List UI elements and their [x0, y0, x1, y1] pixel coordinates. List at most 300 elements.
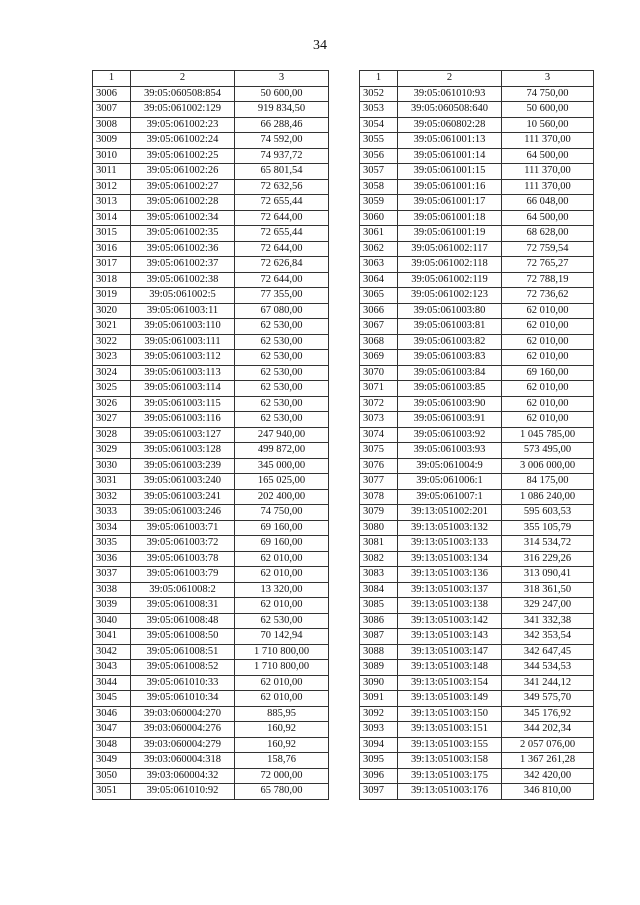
row-number-cell: 3061 — [360, 226, 398, 242]
table-row — [360, 737, 594, 753]
table-header-row — [360, 71, 594, 87]
cadastral-number-cell: 39:13:051003:176 — [398, 784, 502, 800]
table-row — [93, 768, 329, 784]
cadastral-number-cell: 39:05:061003:241 — [131, 489, 235, 505]
value-cell: 62 530,00 — [235, 365, 329, 381]
value-cell: 62 010,00 — [502, 381, 594, 397]
row-number-cell: 3025 — [93, 381, 131, 397]
row-number-cell: 3029 — [93, 443, 131, 459]
cadastral-number-cell: 39:13:051003:148 — [398, 660, 502, 676]
value-cell: 62 010,00 — [502, 396, 594, 412]
value-cell: 342 647,45 — [502, 644, 594, 660]
row-number-cell: 3023 — [93, 350, 131, 366]
table-row — [93, 551, 329, 567]
value-cell: 77 355,00 — [235, 288, 329, 304]
cadastral-number-cell: 39:13:051003:137 — [398, 582, 502, 598]
value-cell: 355 105,79 — [502, 520, 594, 536]
value-cell: 1 367 261,28 — [502, 753, 594, 769]
table-row — [93, 117, 329, 133]
table-row — [93, 148, 329, 164]
value-cell: 1 086 240,00 — [502, 489, 594, 505]
row-number-cell: 3021 — [93, 319, 131, 335]
table-row — [360, 598, 594, 614]
table-row — [360, 412, 594, 428]
table-row — [93, 582, 329, 598]
table-row — [360, 179, 594, 195]
cadastral-number-cell: 39:05:061008:48 — [131, 613, 235, 629]
row-number-cell: 3066 — [360, 303, 398, 319]
table-row — [93, 567, 329, 583]
table-row — [93, 303, 329, 319]
table-row — [93, 520, 329, 536]
table-row — [93, 412, 329, 428]
value-cell: 62 530,00 — [235, 396, 329, 412]
row-number-cell: 3039 — [93, 598, 131, 614]
table-row — [360, 133, 594, 149]
table-row — [93, 288, 329, 304]
value-cell: 595 603,53 — [502, 505, 594, 521]
value-cell: 314 534,72 — [502, 536, 594, 552]
cadastral-number-cell: 39:05:061003:71 — [131, 520, 235, 536]
cadastral-number-cell: 39:03:060004:32 — [131, 768, 235, 784]
cadastral-number-cell: 39:05:061003:84 — [398, 365, 502, 381]
cadastral-number-cell: 39:05:061002:117 — [398, 241, 502, 257]
table-row — [93, 133, 329, 149]
row-number-cell: 3053 — [360, 102, 398, 118]
row-number-cell: 3070 — [360, 365, 398, 381]
value-cell: 62 010,00 — [235, 691, 329, 707]
cadastral-number-cell: 39:05:061001:16 — [398, 179, 502, 195]
cadastral-number-cell: 39:13:051003:132 — [398, 520, 502, 536]
value-cell: 1 045 785,00 — [502, 427, 594, 443]
cadastral-number-cell: 39:13:051003:149 — [398, 691, 502, 707]
table-row — [93, 598, 329, 614]
value-cell: 165 025,00 — [235, 474, 329, 490]
table-row — [360, 706, 594, 722]
right-table — [359, 70, 594, 800]
cadastral-number-cell: 39:05:061002:37 — [131, 257, 235, 273]
row-number-cell: 3075 — [360, 443, 398, 459]
cadastral-number-cell: 39:05:061001:14 — [398, 148, 502, 164]
cadastral-number-cell: 39:05:061008:2 — [131, 582, 235, 598]
table-row — [93, 722, 329, 738]
cadastral-number-cell: 39:13:051003:155 — [398, 737, 502, 753]
table-row — [93, 319, 329, 335]
cadastral-number-cell: 39:05:060508:640 — [398, 102, 502, 118]
table-row — [360, 288, 594, 304]
row-number-cell: 3082 — [360, 551, 398, 567]
value-cell: 2 057 076,00 — [502, 737, 594, 753]
value-cell: 62 010,00 — [502, 350, 594, 366]
row-number-cell: 3015 — [93, 226, 131, 242]
row-number-cell: 3055 — [360, 133, 398, 149]
row-number-cell: 3081 — [360, 536, 398, 552]
value-cell: 499 872,00 — [235, 443, 329, 459]
value-cell: 72 000,00 — [235, 768, 329, 784]
row-number-cell: 3033 — [93, 505, 131, 521]
value-cell: 74 750,00 — [502, 86, 594, 102]
table-row — [360, 117, 594, 133]
table-row — [93, 675, 329, 691]
cadastral-number-cell: 39:05:061003:111 — [131, 334, 235, 350]
cadastral-number-cell: 39:05:061003:11 — [131, 303, 235, 319]
row-number-cell: 3086 — [360, 613, 398, 629]
table-row — [360, 148, 594, 164]
cadastral-number-cell: 39:05:061001:15 — [398, 164, 502, 180]
cadastral-number-cell: 39:05:061003:240 — [131, 474, 235, 490]
cadastral-number-cell: 39:05:060802:28 — [398, 117, 502, 133]
table-row — [360, 567, 594, 583]
table-row — [93, 179, 329, 195]
value-cell: 349 575,70 — [502, 691, 594, 707]
row-number-cell: 3036 — [93, 551, 131, 567]
value-cell: 74 937,72 — [235, 148, 329, 164]
row-number-cell: 3035 — [93, 536, 131, 552]
row-number-cell: 3069 — [360, 350, 398, 366]
cadastral-number-cell: 39:05:061002:26 — [131, 164, 235, 180]
left-table — [92, 70, 329, 800]
row-number-cell: 3083 — [360, 567, 398, 583]
row-number-cell: 3073 — [360, 412, 398, 428]
value-cell: 66 288,46 — [235, 117, 329, 133]
value-cell: 72 644,00 — [235, 241, 329, 257]
row-number-cell: 3080 — [360, 520, 398, 536]
table-row — [360, 86, 594, 102]
column-header: 2 — [131, 71, 235, 87]
value-cell: 318 361,50 — [502, 582, 594, 598]
table-row — [93, 334, 329, 350]
cadastral-number-cell: 39:05:061006:1 — [398, 474, 502, 490]
value-cell: 64 500,00 — [502, 148, 594, 164]
table-row — [360, 551, 594, 567]
row-number-cell: 3028 — [93, 427, 131, 443]
cadastral-number-cell: 39:05:061002:23 — [131, 117, 235, 133]
table-row — [93, 613, 329, 629]
value-cell: 329 247,00 — [502, 598, 594, 614]
row-number-cell: 3067 — [360, 319, 398, 335]
cadastral-number-cell: 39:05:061001:19 — [398, 226, 502, 242]
row-number-cell: 3091 — [360, 691, 398, 707]
table-row — [93, 241, 329, 257]
value-cell: 70 142,94 — [235, 629, 329, 645]
row-number-cell: 3054 — [360, 117, 398, 133]
cadastral-number-cell: 39:03:060004:318 — [131, 753, 235, 769]
cadastral-number-cell: 39:13:051002:201 — [398, 505, 502, 521]
value-cell: 13 320,00 — [235, 582, 329, 598]
value-cell: 65 801,54 — [235, 164, 329, 180]
table-row — [93, 753, 329, 769]
table-row — [93, 737, 329, 753]
value-cell: 1 710 800,00 — [235, 660, 329, 676]
table-row — [93, 505, 329, 521]
value-cell: 74 750,00 — [235, 505, 329, 521]
value-cell: 919 834,50 — [235, 102, 329, 118]
cadastral-number-cell: 39:13:051003:133 — [398, 536, 502, 552]
cadastral-number-cell: 39:05:061003:85 — [398, 381, 502, 397]
value-cell: 62 530,00 — [235, 350, 329, 366]
value-cell: 316 229,26 — [502, 551, 594, 567]
row-number-cell: 3090 — [360, 675, 398, 691]
value-cell: 345 176,92 — [502, 706, 594, 722]
row-number-cell: 3063 — [360, 257, 398, 273]
value-cell: 111 370,00 — [502, 179, 594, 195]
table-row — [360, 784, 594, 800]
value-cell: 72 736,62 — [502, 288, 594, 304]
row-number-cell: 3047 — [93, 722, 131, 738]
cadastral-number-cell: 39:03:060004:279 — [131, 737, 235, 753]
cadastral-number-cell: 39:05:061003:127 — [131, 427, 235, 443]
value-cell: 62 010,00 — [235, 598, 329, 614]
cadastral-number-cell: 39:05:061002:25 — [131, 148, 235, 164]
table-row — [93, 443, 329, 459]
cadastral-number-cell: 39:05:061003:113 — [131, 365, 235, 381]
row-number-cell: 3019 — [93, 288, 131, 304]
right-table-body — [360, 86, 594, 799]
table-row — [360, 241, 594, 257]
cadastral-number-cell: 39:13:051003:143 — [398, 629, 502, 645]
value-cell: 111 370,00 — [502, 164, 594, 180]
cadastral-number-cell: 39:13:051003:142 — [398, 613, 502, 629]
value-cell: 62 530,00 — [235, 381, 329, 397]
row-number-cell: 3084 — [360, 582, 398, 598]
value-cell: 62 010,00 — [502, 412, 594, 428]
table-row — [93, 644, 329, 660]
value-cell: 345 000,00 — [235, 458, 329, 474]
row-number-cell: 3092 — [360, 706, 398, 722]
value-cell: 111 370,00 — [502, 133, 594, 149]
row-number-cell: 3052 — [360, 86, 398, 102]
table-row — [93, 706, 329, 722]
row-number-cell: 3089 — [360, 660, 398, 676]
cadastral-number-cell: 39:05:061002:36 — [131, 241, 235, 257]
row-number-cell: 3056 — [360, 148, 398, 164]
column-header: 1 — [93, 71, 131, 87]
table-row — [93, 210, 329, 226]
cadastral-number-cell: 39:13:051003:151 — [398, 722, 502, 738]
table-row — [360, 644, 594, 660]
row-number-cell: 3068 — [360, 334, 398, 350]
row-number-cell: 3050 — [93, 768, 131, 784]
table-row — [360, 489, 594, 505]
table-row — [360, 381, 594, 397]
value-cell: 62 010,00 — [235, 675, 329, 691]
table-row — [93, 164, 329, 180]
row-number-cell: 3051 — [93, 784, 131, 800]
value-cell: 74 592,00 — [235, 133, 329, 149]
cadastral-number-cell: 39:05:061001:18 — [398, 210, 502, 226]
cadastral-number-cell: 39:05:061010:34 — [131, 691, 235, 707]
cadastral-number-cell: 39:05:061003:110 — [131, 319, 235, 335]
row-number-cell: 3012 — [93, 179, 131, 195]
value-cell: 3 006 000,00 — [502, 458, 594, 474]
row-number-cell: 3043 — [93, 660, 131, 676]
value-cell: 84 175,00 — [502, 474, 594, 490]
table-row — [93, 629, 329, 645]
table-row — [93, 350, 329, 366]
table-row — [360, 691, 594, 707]
row-number-cell: 3030 — [93, 458, 131, 474]
table-row — [93, 396, 329, 412]
row-number-cell: 3037 — [93, 567, 131, 583]
cadastral-number-cell: 39:05:061003:116 — [131, 412, 235, 428]
row-number-cell: 3034 — [93, 520, 131, 536]
row-number-cell: 3016 — [93, 241, 131, 257]
cadastral-number-cell: 39:05:061010:93 — [398, 86, 502, 102]
row-number-cell: 3007 — [93, 102, 131, 118]
row-number-cell: 3049 — [93, 753, 131, 769]
cadastral-number-cell: 39:05:061008:50 — [131, 629, 235, 645]
cadastral-number-cell: 39:05:061003:90 — [398, 396, 502, 412]
table-row — [360, 396, 594, 412]
cadastral-number-cell: 39:05:061007:1 — [398, 489, 502, 505]
table-row — [360, 675, 594, 691]
table-row — [360, 427, 594, 443]
value-cell: 64 500,00 — [502, 210, 594, 226]
value-cell: 160,92 — [235, 722, 329, 738]
row-number-cell: 3013 — [93, 195, 131, 211]
row-number-cell: 3071 — [360, 381, 398, 397]
cadastral-number-cell: 39:05:061001:13 — [398, 133, 502, 149]
cadastral-number-cell: 39:13:051003:134 — [398, 551, 502, 567]
row-number-cell: 3045 — [93, 691, 131, 707]
value-cell: 1 710 800,00 — [235, 644, 329, 660]
table-row — [360, 722, 594, 738]
value-cell: 66 048,00 — [502, 195, 594, 211]
row-number-cell: 3032 — [93, 489, 131, 505]
row-number-cell: 3079 — [360, 505, 398, 521]
table-row — [360, 319, 594, 335]
value-cell: 10 560,00 — [502, 117, 594, 133]
table-row — [360, 768, 594, 784]
value-cell: 69 160,00 — [502, 365, 594, 381]
cadastral-number-cell: 39:05:061003:92 — [398, 427, 502, 443]
table-row — [360, 505, 594, 521]
table-row — [360, 195, 594, 211]
cadastral-number-cell: 39:05:061010:33 — [131, 675, 235, 691]
table-row — [360, 226, 594, 242]
table-row — [360, 350, 594, 366]
row-number-cell: 3077 — [360, 474, 398, 490]
table-row — [93, 365, 329, 381]
row-number-cell: 3076 — [360, 458, 398, 474]
cadastral-number-cell: 39:05:061001:17 — [398, 195, 502, 211]
row-number-cell: 3087 — [360, 629, 398, 645]
table-row — [360, 210, 594, 226]
table-row — [360, 613, 594, 629]
cadastral-number-cell: 39:05:061002:34 — [131, 210, 235, 226]
value-cell: 72 765,27 — [502, 257, 594, 273]
cadastral-number-cell: 39:05:061002:123 — [398, 288, 502, 304]
row-number-cell: 3085 — [360, 598, 398, 614]
cadastral-number-cell: 39:05:061003:82 — [398, 334, 502, 350]
row-number-cell: 3062 — [360, 241, 398, 257]
table-row — [360, 443, 594, 459]
value-cell: 72 788,19 — [502, 272, 594, 288]
row-number-cell: 3078 — [360, 489, 398, 505]
row-number-cell: 3060 — [360, 210, 398, 226]
value-cell: 72 644,00 — [235, 210, 329, 226]
value-cell: 62 530,00 — [235, 319, 329, 335]
value-cell: 313 090,41 — [502, 567, 594, 583]
row-number-cell: 3031 — [93, 474, 131, 490]
left-table-body — [93, 86, 329, 799]
cadastral-number-cell: 39:13:051003:158 — [398, 753, 502, 769]
table-row — [360, 753, 594, 769]
row-number-cell: 3046 — [93, 706, 131, 722]
cadastral-number-cell: 39:05:061003:246 — [131, 505, 235, 521]
row-number-cell: 3027 — [93, 412, 131, 428]
value-cell: 62 530,00 — [235, 334, 329, 350]
cadastral-number-cell: 39:05:061002:28 — [131, 195, 235, 211]
table-row — [93, 660, 329, 676]
cadastral-number-cell: 39:13:051003:136 — [398, 567, 502, 583]
value-cell: 346 810,00 — [502, 784, 594, 800]
column-header: 1 — [360, 71, 398, 87]
value-cell: 67 080,00 — [235, 303, 329, 319]
table-row — [93, 489, 329, 505]
value-cell: 72 632,56 — [235, 179, 329, 195]
row-number-cell: 3048 — [93, 737, 131, 753]
cadastral-number-cell: 39:05:061003:128 — [131, 443, 235, 459]
cadastral-number-cell: 39:05:061003:115 — [131, 396, 235, 412]
row-number-cell: 3096 — [360, 768, 398, 784]
value-cell: 72 644,00 — [235, 272, 329, 288]
table-row — [93, 458, 329, 474]
table-row — [360, 660, 594, 676]
value-cell: 50 600,00 — [235, 86, 329, 102]
table-row — [93, 195, 329, 211]
cadastral-number-cell: 39:05:061002:38 — [131, 272, 235, 288]
row-number-cell: 3018 — [93, 272, 131, 288]
value-cell: 342 420,00 — [502, 768, 594, 784]
value-cell: 158,76 — [235, 753, 329, 769]
row-number-cell: 3017 — [93, 257, 131, 273]
row-number-cell: 3097 — [360, 784, 398, 800]
value-cell: 62 010,00 — [235, 567, 329, 583]
column-header: 2 — [398, 71, 502, 87]
value-cell: 573 495,00 — [502, 443, 594, 459]
row-number-cell: 3093 — [360, 722, 398, 738]
table-row — [360, 102, 594, 118]
cadastral-number-cell: 39:05:061003:239 — [131, 458, 235, 474]
value-cell: 72 655,44 — [235, 195, 329, 211]
row-number-cell: 3008 — [93, 117, 131, 133]
cadastral-number-cell: 39:05:061008:51 — [131, 644, 235, 660]
table-row — [360, 164, 594, 180]
page-number: 34 — [313, 38, 327, 53]
cadastral-number-cell: 39:13:051003:154 — [398, 675, 502, 691]
value-cell: 62 010,00 — [502, 334, 594, 350]
cadastral-number-cell: 39:05:061003:83 — [398, 350, 502, 366]
cadastral-number-cell: 39:05:061003:93 — [398, 443, 502, 459]
cadastral-number-cell: 39:05:061002:119 — [398, 272, 502, 288]
row-number-cell: 3024 — [93, 365, 131, 381]
row-number-cell: 3042 — [93, 644, 131, 660]
table-header-row — [93, 71, 329, 87]
cadastral-number-cell: 39:05:061002:24 — [131, 133, 235, 149]
cadastral-number-cell: 39:05:061003:81 — [398, 319, 502, 335]
row-number-cell: 3088 — [360, 644, 398, 660]
value-cell: 62 010,00 — [502, 303, 594, 319]
cadastral-number-cell: 39:05:061003:112 — [131, 350, 235, 366]
value-cell: 72 759,54 — [502, 241, 594, 257]
value-cell: 202 400,00 — [235, 489, 329, 505]
value-cell: 72 655,44 — [235, 226, 329, 242]
value-cell: 72 626,84 — [235, 257, 329, 273]
cadastral-number-cell: 39:05:061008:52 — [131, 660, 235, 676]
row-number-cell: 3072 — [360, 396, 398, 412]
cadastral-number-cell: 39:05:061003:91 — [398, 412, 502, 428]
